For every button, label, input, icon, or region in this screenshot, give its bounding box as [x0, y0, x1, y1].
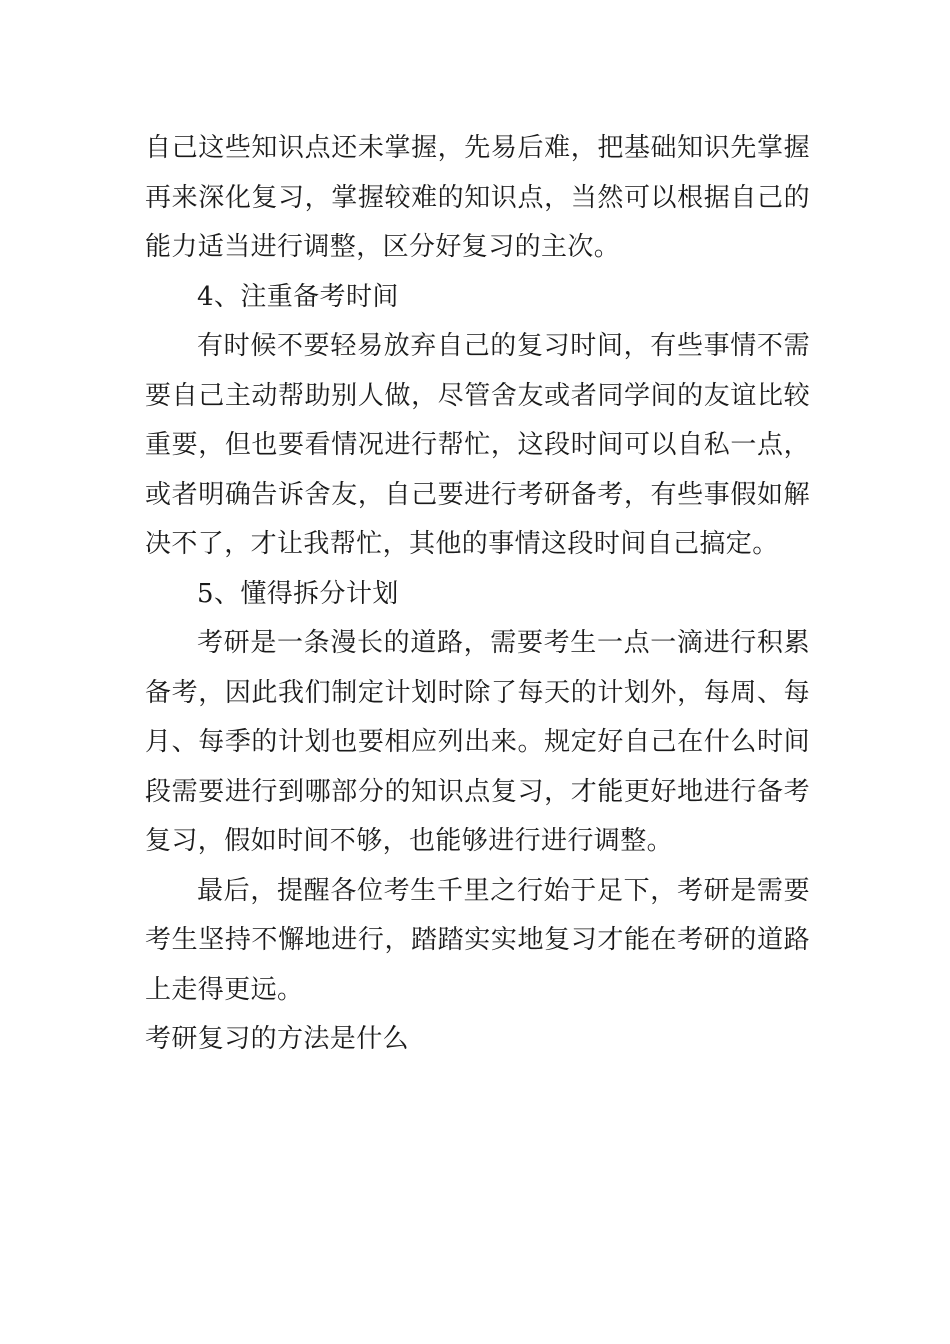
next-article-title: 考研复习的方法是什么 — [145, 1024, 410, 1054]
paragraph-section-4: 有时候不要轻易放弃自己的复习时间，有些事情不需要自己主动帮助别人做，尽管舍友或者同学间的友谊比较重要，但也要看情况进行帮忙，这段时间可以自私一点，或者明确告诉舍友，自己要进行考研备考，有些事假如解决不了，才让我帮忙，其他的事情这段时间自己搞定。 — [145, 331, 810, 559]
paragraph-conclusion: 最后，提醒各位考生千里之行始于足下，考研是需要考生坚持不懈地进行，踏踏实实地复习才能在考研的道路上走得更远。 — [145, 875, 810, 1005]
section-heading-5: 5、懂得拆分计划 — [197, 578, 399, 609]
document-body — [145, 124, 810, 1065]
paragraph-section-5: 考研是一条漫长的道路，需要考生一点一滴进行积累备考，因此我们制定计划时除了每天的计划外，每周、每月、每季的计划也要相应列出来。规定好自己在什么时间段需要进行到哪部分的知识点复习，才能更好地进行备考复习，假如时间不够，也能够进行进行调整。 — [145, 628, 810, 856]
section-heading-4: 4、注重备考时间 — [197, 281, 399, 312]
paragraph-continuation: 自己这些知识点还未掌握，先易后难，把基础知识先掌握再来深化复习，掌握较难的知识点，当然可以根据自己的能力适当进行调整，区分好复习的主次。 — [145, 133, 810, 262]
